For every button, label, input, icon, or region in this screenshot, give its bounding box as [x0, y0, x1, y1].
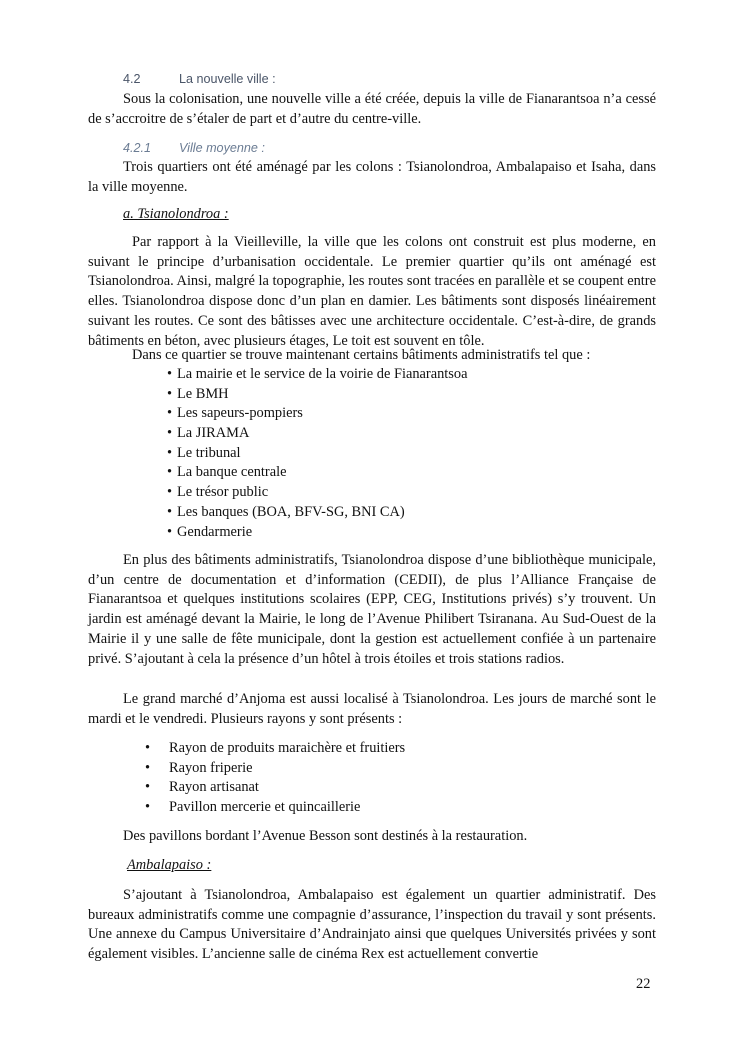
- list-item: • Les banques (BOA, BFV-SG, BNI CA): [167, 503, 467, 523]
- subsection-intro-paragraph: Trois quartiers ont été aménagé par les colons : Tsianolondroa, Ambalapaiso et Isaha, dans la ville moyenne.: [88, 159, 656, 195]
- section-title: La nouvelle ville :: [179, 72, 276, 86]
- list-item: • Rayon artisanat: [145, 778, 405, 798]
- tsianolondroa-paragraph-3: Le grand marché d’Anjoma est aussi localisé à Tsianolondroa. Les jours de marché sont le mardi et le vendredi. Plusieurs rayons y sont présents :: [88, 691, 656, 727]
- section-heading: [123, 70, 643, 90]
- section-number: 4.2: [123, 72, 141, 86]
- section-intro-paragraph: Sous la colonisation, une nouvelle ville a été créée, depuis la ville de Fianarantsoa n’a cessé de s’accroitre de s’étaler de part et d’autre du centre-ville.: [88, 91, 656, 127]
- buildings-list-intro: Dans ce quartier se trouve maintenant certains bâtiments administratifs tel que :: [132, 347, 591, 363]
- tsianolondroa-paragraph-2: En plus des bâtiments administratifs, Tsianolondroa dispose d’une bibliothèque municipale, d’un centre de documentation et d’information (CEDII), de plus l’Alliance Française de Fianarantsoa et quelques institutions scolaires (EPP, CEG, Institutions privés) s’y trouvent. Un jardin est aménagé devant la Mairie, le long de l’Avenue Philibert Tsiranana. Au Sud-Ouest de la Mairie il y une salle de fête municipale, dont la gestion est actuellement confiée à un partenaire privé. S’ajoutant à cela la présence d’un hôtel à trois étoiles et trois stations radios.: [88, 552, 656, 667]
- administrative-buildings-list: [167, 365, 467, 542]
- list-item: • Rayon de produits maraichère et fruitiers: [145, 739, 405, 759]
- list-item: • La mairie et le service de la voirie de Fianarantsoa: [167, 365, 467, 385]
- subsection-heading: [123, 139, 643, 159]
- tsianolondroa-paragraph-4: Des pavillons bordant l’Avenue Besson sont destinés à la restauration.: [123, 828, 528, 844]
- list-item: • La JIRAMA: [167, 424, 467, 444]
- subsection-number: 4.2.1: [123, 141, 152, 155]
- list-item: • Rayon friperie: [145, 759, 405, 779]
- list-item: • Pavillon mercerie et quincaillerie: [145, 798, 405, 818]
- ambalapaiso-paragraph: S’ajoutant à Tsianolondroa, Ambalapaiso est également un quartier administratif. Des bureaux administratifs comme une compagnie d’assurance, l’inspection du travail y sont présents. Une annexe du Campus Universitaire d’Andrainjato ainsi que quelques Universités privées y sont également visibles. L’ancienne salle de cinéma Rex est actuellement convertie: [88, 887, 656, 963]
- list-item: • La banque centrale: [167, 463, 467, 483]
- tsianolondroa-paragraph-1: Par rapport à la Vieilleville, la ville que les colons ont construit est plus moderne, en suivant le principe d’urbanisation occidentale. Le premier quartier qu’ils ont aménagé est Tsianolondroa. Ainsi, malgré la topographie, les routes sont tracées en parallèle et se coupent entre elles. Tsianolondroa dispose donc d’un plan en damier. Les bâtiments sont disposés linéairement suivant les routes. Ce sont des bâtisses avec une architecture occidentale. C’est-à-dire, de grands bâtiments en béton, avec plusieurs étages, Le toit est souvent en tôle.: [88, 234, 656, 349]
- list-item: • Le tribunal: [167, 444, 467, 464]
- subsection-title: Ville moyenne :: [179, 141, 265, 155]
- list-item: • Le trésor public: [167, 483, 467, 503]
- list-item: • Le BMH: [167, 385, 467, 405]
- list-item: • Gendarmerie: [167, 523, 467, 543]
- ambalapaiso-heading: Ambalapaiso :: [127, 857, 212, 873]
- market-sections-list: [145, 739, 405, 818]
- list-item: • Les sapeurs-pompiers: [167, 404, 467, 424]
- tsianolondroa-heading: a. Tsianolondroa :: [123, 206, 229, 222]
- page-number: 22: [636, 976, 651, 992]
